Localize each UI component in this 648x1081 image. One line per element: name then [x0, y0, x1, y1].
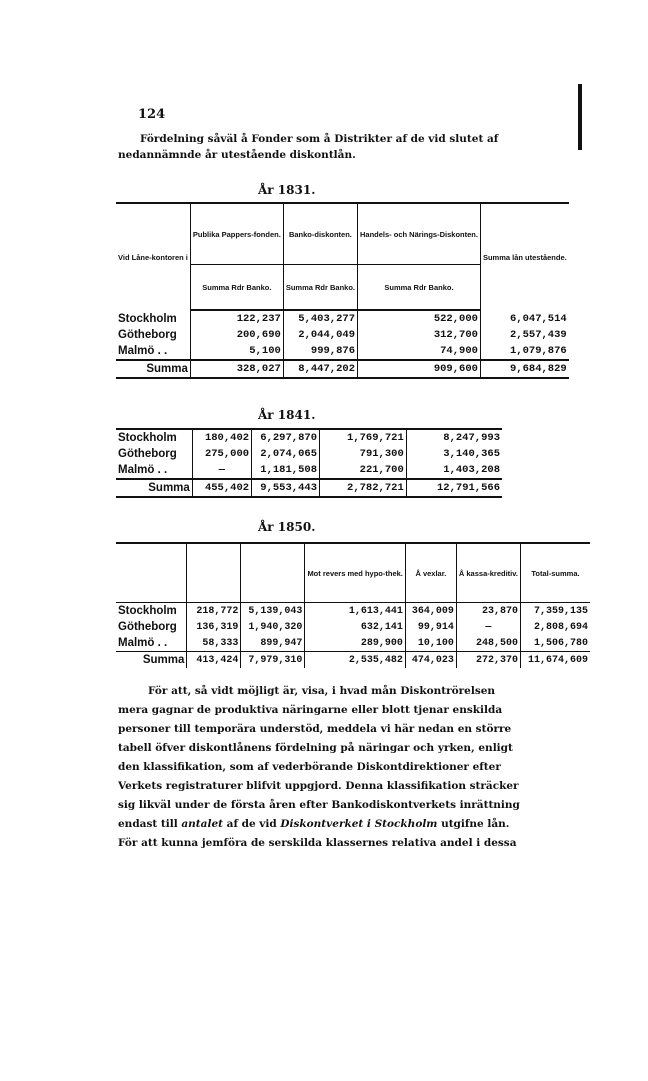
paragraph-line: mera gagnar de produktiva näringarne eller blott tjenar enskilda [118, 704, 503, 716]
table-1831 [116, 202, 569, 379]
year-heading-1850: År 1850. [258, 520, 316, 534]
body-paragraph [118, 682, 588, 853]
year-heading-1841: År 1841. [258, 408, 316, 422]
paragraph-line: tabell öfver diskontlånens fördelning på näringar och yrken, enligt [118, 742, 513, 754]
table-caption [118, 131, 588, 163]
table-row: Götheborg 136,319 1,940,320 632,141 99,914 — 2,808,694 [118, 621, 588, 633]
header-blank-1 [116, 543, 187, 603]
emphasis-antalet: antalet [181, 818, 223, 830]
header-totalsumma: Total-summa. [520, 543, 590, 603]
paragraph-line: För att kunna jemföra de serskilda klassernes relativa andel i dessa [118, 837, 517, 849]
total-row: Summa 328,027 8,447,202 909,600 9,684,829 [116, 360, 569, 378]
table-row: Stockholm 180,402 6,297,870 1,769,721 8,247,993 [116, 429, 502, 446]
paragraph-line: sig likväl under de första åren efter Bankodiskontverkets inrättning [118, 799, 520, 811]
header-banko: Banko-diskonten. [283, 203, 357, 265]
table-1841 [116, 428, 502, 498]
paragraph-line: För att, så vidt möjligt är, visa, i hvad mån Diskontrörelsen [148, 685, 496, 697]
table-row: Malmö . . 5,100 999,876 74,900 1,079,876 [116, 343, 569, 360]
paragraph-line: personer till temporära understöd, meddela vi här nedan en större [118, 723, 512, 735]
total-row: Summa 413,424 7,979,310 2,535,482 474,023 272,370 11,674,609 [116, 652, 590, 669]
table-row: Götheborg 200,690 2,044,049 312,700 2,557,439 [118, 329, 567, 341]
paragraph-line: den klassifikation, som af vederbörande Diskontdirektioner efter [118, 761, 501, 773]
header-handels: Handels- och Närings-Diskonten. [358, 203, 481, 265]
table-row: Malmö . . 58,333 899,947 289,900 10,100 248,500 1,506,780 [116, 635, 590, 652]
subheader-2: Summa Rdr Banko. [283, 265, 357, 311]
header-kassakreditiv: Å kassa-kreditiv. [456, 543, 520, 603]
header-blank-3 [241, 543, 305, 603]
table-row: Stockholm 218,772 5,139,043 1,613,441 364,009 23,870 7,359,135 [116, 603, 590, 620]
header-vexlar: Å vexlar. [405, 543, 456, 603]
subheader-3: Summa Rdr Banko. [358, 265, 481, 311]
subheader-1: Summa Rdr Banko. [190, 265, 283, 311]
table-row: Malmö . . — 1,181,508 221,700 1,403,208 [116, 462, 502, 479]
emphasis-diskontverket: Diskontverket i Stockholm [280, 818, 438, 830]
header-publika: Publika Pappers-fonden. [190, 203, 283, 265]
header-revers: Mot revers med hypo-thek. [305, 543, 405, 603]
table-row: Götheborg 275,000 2,074,065 791,300 3,140,365 [118, 448, 500, 460]
header-blank-2 [187, 543, 241, 603]
caption-line-2: nedannämnde år utestående diskontlån. [118, 149, 356, 161]
header-summa-lan: Summa lån utestående. [480, 203, 568, 310]
table-row: Stockholm 122,237 5,403,277 522,000 6,047,514 [116, 310, 569, 327]
caption-line-1: Fördelning såväl å Fonder som å Distrikter af de vid slutet af [140, 133, 499, 145]
page-number: 124 [138, 107, 166, 122]
total-row: Summa 455,402 9,553,443 2,782,721 12,791,566 [116, 479, 502, 497]
year-heading-1831: År 1831. [258, 183, 316, 197]
header-office: Vid Låne-kontoren i [116, 203, 190, 310]
table-1850 [116, 542, 590, 668]
paragraph-line: Verkets registraturer blifvit uppgjord. Denna klassifikation sträcker [118, 780, 519, 792]
paragraph-line: endast till antalet af de vid Diskontverket i Stockholm utgifne lån. [118, 818, 510, 830]
